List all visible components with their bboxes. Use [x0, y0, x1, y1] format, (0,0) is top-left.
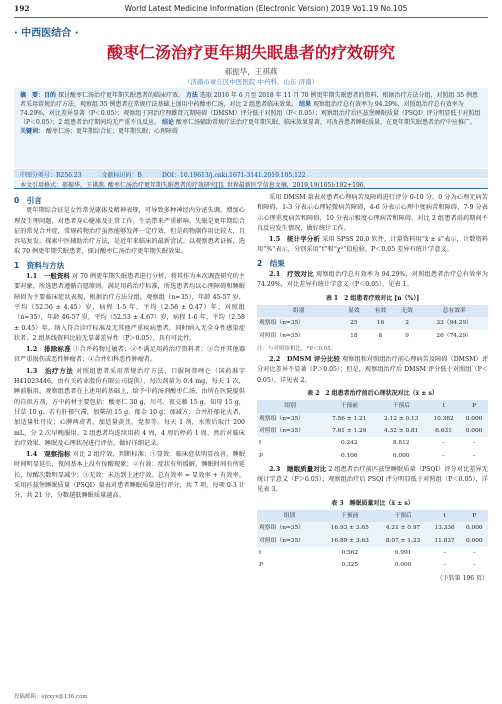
table-cell: 0.000: [460, 413, 488, 425]
para-exclusion: [14, 344, 245, 366]
table-cell: 26（74.29）: [436, 332, 472, 339]
table-cell: –: [443, 549, 446, 556]
para-treatment-text: 对照组患者采用常规治疗方法，口服阿普唑仑（国药准字 H41023446，由有关药业股份有限公司提供），每次剂量为 0.4 mg，每天 1 次，睡前服用。观察组患者在上述用药基础上，给予中药汤剂酸枣仁汤，由所在医院提供的自拟方剂，方中药材主要包括：酸枣仁 30 g，川芎、夜交藤 15 g，知母 15 g，甘草 10 g。若有肝郁气滞，加柴胡 15 g、郁金 10 g；加减方：合并肝郁化火者，加适量牡丹皮；心脾两虚者，加适量黄芪、党参等。每天 1 剂，水煎后取汁 200 mL，分 2 次早晚服用。2 组患者均连续用药 4 周，4 周后停药 1 周，然后对临床治疗效果、睡眠及心理状况进行评估，做好详细记录。: [14, 367, 246, 447]
heading-efficacy: 2.1 疗效对比: [269, 270, 314, 279]
para-efficacy-text: 观察组治疗总有效率为 94.29%，对照组患者治疗总有效率为 74.29%，对比差异有统计学意义（P＜0.05），见表 1。: [257, 271, 488, 289]
table-cell: 0.242: [340, 440, 358, 447]
t2-header: 组别: [257, 400, 323, 412]
table-cell: 10.362: [427, 413, 460, 425]
doi[interactable]: DOI：10.19613/j.cnki.1671-3141.2019.105.122: [161, 172, 306, 179]
t1-header: 无效: [394, 305, 421, 317]
abstract-result: 观察组治疗总有效率为 94.29%，对照组治疗总有效率为 74.29%，对比差异显著（P＜0.05）；观察组于同治疗理雌肾亢期障碍（DMSM）评分低于对照组（P＜0.05）；观察组治疗后匹兹堡睡眠质量（PSQI）评分明显低于对照组（P＜0.05）；2 组患者治疗期间均无严重不良反应。: [20, 101, 481, 126]
table-cell: t: [259, 549, 262, 556]
abstract-method: 选取 2016 年 6 月至 2018 年 11 月 70 例更年期失眠患者的资料，根据治疗方法分组，对照组 35 例患者采用常规治疗方法，观察组 35 例患者在常规疗法基础上加用中药酸枣仁汤，对比 2 组患者临床效果。: [20, 92, 478, 108]
table-cell: 9: [405, 332, 409, 339]
table-cell: P: [259, 452, 263, 459]
table-row: [257, 522, 488, 534]
table-cell: 25: [341, 317, 368, 329]
para-treatment: [14, 366, 245, 449]
heading-intro: 0 引言: [14, 196, 42, 205]
conclusion-label: 结论: [162, 119, 175, 126]
para-general-text: 对 70 例更年期失眠患者进行分析，将其作为本次调查研究的主要对象，所选患者遵循自愿原则。满足用药治疗标准，所选患者均以心理障碍和睡眠障碍为主要临床症状表现，根据治疗方法分组。观察组（n=35），年龄 45-57 岁，平均（52.56 ± 4.45）岁，病程 1-5 年，平均（2.56 ± 0.47）年；对照组（n=35），年龄 46-57 岁，平均（52.53 ± 4.67）岁，病程 1-6 年，平均（2.58 ± 0.45）年。纳入符合诊疗标准及无其他严重疾病患者，同时纳入无全身性感染症状者。2 组基线资料比较无显著差异性（P＞0.05），具有可比性。: [14, 273, 245, 342]
table-cell: 2: [394, 317, 421, 329]
left-column: [14, 193, 245, 502]
continued-note: （下转第 196 页）: [436, 574, 488, 582]
table-cell: –: [472, 440, 476, 447]
table-3: [257, 498, 488, 572]
table-row: [257, 535, 488, 547]
running-header: [14, 4, 488, 18]
authors: 郝振华，王祺燕: [224, 67, 278, 76]
t3-header: 组别: [257, 510, 322, 522]
table-cell: 2.12 ± 0.13: [375, 413, 427, 425]
table-2-caption: 表 2 2 组患者治疗前后心理状况对比（x̄ ± s）: [307, 390, 438, 398]
table-cell: 对照组（n=35）: [257, 535, 322, 547]
abstract-goal: 探讨酸枣仁汤治疗更年期失眠患者的临床疗效。: [57, 92, 184, 99]
journal-title: World Latest Medicine Information (Electronic Version) 2019 Vo1.19 No.105: [124, 4, 408, 13]
table-cell: –: [472, 562, 476, 569]
table-cell: 观察组（n=35）: [257, 413, 323, 425]
classification-bar: [14, 169, 488, 178]
heading-stats: 1.5 统计学分析: [269, 235, 321, 244]
t3-header: P: [461, 510, 488, 522]
page-number: 192: [14, 4, 30, 13]
t1-header: 组别: [257, 305, 341, 317]
table-cell: 33（94.29）: [420, 317, 488, 329]
t2-header: P: [460, 400, 488, 412]
table-row: [257, 413, 488, 425]
heading-treatment: 1.3 治疗方法: [26, 366, 74, 375]
table-cell: 0.000: [394, 562, 412, 569]
table-cell: 16.93 ± 3.65: [322, 522, 378, 534]
table-cell: 0.000: [461, 522, 488, 534]
table-row: [257, 437, 488, 449]
t1-header: 有效: [367, 305, 394, 317]
heading-exclusion: 1.2 排除标准: [26, 345, 71, 354]
footer-email: 投稿邮箱：sjzxyx@136.com: [14, 694, 88, 700]
para-general: [14, 271, 245, 344]
para-indicators: [14, 449, 245, 501]
table-row: [257, 450, 488, 462]
table-cell: 13.336: [428, 522, 460, 534]
keywords: 酸枣仁汤；更年期综合征；更年期失眠；心理障碍: [45, 128, 178, 135]
table-cell: 0.106: [340, 452, 358, 459]
t2-header: t: [427, 400, 460, 412]
table-3-caption: 表 3 睡眠质量对比（x̄ ± s）: [331, 499, 414, 507]
abstract-label: 摘 要：: [20, 92, 45, 99]
para-exclusion-text: ①合并药物过敏者；②不满足用药治疗资料者；③合并其他器官严重损伤或恶性肿瘤者；④合并妇科恶性肿瘤者。: [14, 346, 246, 364]
result-label: 结果: [299, 101, 312, 108]
table-cell: 0.000: [461, 535, 488, 547]
para-intro: 更年期综合征是女性常见躯体及精神表现，可导致多种神经内分泌失调，增加心理及生理问题，对患者身心健康及正常工作、生活带来严重影响。失眠是更年期综合征的常见合并症，常规药物治疗虽然能够发挥一定疗效，但是药物副作用比较大，且容易复发。探索中医辅助治疗方法，是近年来临床的最新尝试。以观察患者证候，选取 70 例更年期失眠患者，探讨酸枣仁汤治疗更年期失眠效果。: [14, 207, 245, 256]
abstract-conclusion: 酸枣仁汤辅助常规疗法治疗更年期失眠，临床效果显著，可改善患者睡眠质量，在更年期失眠患者治疗中应推广。: [175, 119, 476, 126]
para-sleep-text: 2 组患者治疗前匹兹堡睡眠质量（PSQI）评分对比差异无统计学意义（P＞0.05）；观察组治疗后 PSQI 评分明显低于对照组（P＜0.05），详见表 3。: [257, 465, 488, 494]
table-cell: 9.991: [394, 549, 412, 556]
table-1-note: 注：与对照组相比，*P＜0.05。: [257, 345, 337, 352]
table-cell: t: [259, 440, 262, 447]
table-2: [257, 388, 488, 462]
para-efficacy: [257, 269, 488, 291]
t3-header: 干预前: [322, 510, 378, 522]
t3-header: 干预后: [378, 510, 429, 522]
abstract-box: [14, 88, 488, 168]
table-cell: P: [259, 562, 263, 569]
article-title: 酸枣仁汤治疗更年期失眠患者的疗效研究: [106, 43, 395, 62]
t2-header: 干预后: [375, 400, 427, 412]
table-row: [257, 330, 488, 342]
table-cell: 16: [367, 317, 394, 329]
table-cell: 18: [350, 332, 358, 339]
section-tag: · 中西医结合 ·: [14, 28, 79, 39]
table-cell: –: [442, 440, 446, 447]
para-stats: [257, 234, 488, 256]
table-1: [257, 293, 488, 342]
para-sleep: [257, 464, 488, 496]
para-dmsm-method: 采用 DMSM 量表对患者心理病苦及障碍进行评分 0-10 分，0 分为心理无病苦和障碍，1-3 分表示心理轻微病苦障碍，4-6 分表示心理中度病苦和障碍，7-9 分表示心理重度病苦和障碍，10 分表示极度心理病苦和障碍。对比 2 组患者用药期间不良反应发生情况，做好统计工作。: [257, 194, 488, 232]
para-stats-text: 采用 SPSS 20.0 软件，计量资料用“x̄ ± s”表示，计数资料用“%”表示，分别采用“t”和“χ²”值检验，P＜0.05 差异有统计学意义。: [257, 236, 489, 254]
table-cell: 16.89 ± 3.63: [322, 535, 378, 547]
heading-sleep: 2.3 睡眠质量对比: [269, 464, 327, 473]
table-cell: 0.000: [392, 452, 410, 459]
table-cell: 7.61 ± 1.29: [323, 425, 375, 437]
table-cell: 对照组（n=35）: [259, 332, 304, 339]
table-cell: –: [442, 452, 446, 459]
heading-indicators: 1.4 观察指标: [26, 450, 71, 459]
table-cell: 6.631: [427, 425, 460, 437]
table-cell: 8: [378, 332, 383, 339]
table-cell: 7.56 ± 1.21: [323, 413, 375, 425]
table-cell: 观察组（n=35）: [257, 522, 322, 534]
t2-header: 干预前: [323, 400, 375, 412]
table-cell: 8.812: [392, 440, 410, 447]
t1-header: 显效: [341, 305, 368, 317]
table-cell: 对照组（n=35）: [257, 425, 323, 437]
para-dmsm: [257, 354, 488, 386]
table-row: [257, 425, 488, 437]
para-indicators-text: 对比 2 组疗效，判断标准：①显效：临床症状明显改善，睡眠时间明显延长，夜间基本上没有惊醒现象；②有效：症状有所缓解，睡眠时间有所延长，惊醒次数明显减少；③无效：未达到上述疗效。总有效率 = 显效率 + 有效率。采用匹兹堡睡眠质量（PSQI）量表对患者睡眠质量进行评分，共 7 项，每项 0-3 计分，共 21 分，分数越低睡眠质量越高。: [14, 451, 246, 500]
heading-results: 2 结果: [257, 258, 285, 268]
table-row: [257, 559, 488, 571]
table-cell: 0.562: [341, 549, 359, 556]
table-cell: 0.000: [460, 425, 488, 437]
table-row: [257, 317, 488, 329]
t3-header: t: [428, 510, 460, 522]
table-cell: 观察组（n=35）: [257, 317, 341, 329]
table-cell: 0.325: [341, 562, 359, 569]
affiliation: （济南市章丘区中医医院 中药科，山东 济南）: [183, 78, 319, 86]
table-cell: 8.07 ± 1.23: [378, 535, 429, 547]
keywords-label: 关键词：: [20, 128, 45, 135]
citation-bar: 本文引用格式：郝振华，王祺燕. 酸枣仁汤治疗更年期失眠患者的疗效研究[J]. 世界最新医学信息文摘，2019,19(105):192+196.: [14, 179, 488, 189]
method-label: 方法: [185, 92, 198, 99]
table-cell: 4.21 ± 0.97: [378, 522, 429, 534]
table-cell: –: [443, 562, 446, 569]
table-1-caption: 表 1 2 组患者疗效对比 [n（%）]: [325, 294, 420, 302]
table-cell: 11.827: [428, 535, 460, 547]
right-column: [257, 193, 488, 584]
clc-number: 中图分类号：R256.23: [20, 172, 82, 179]
table-cell: 4.32 ± 0.81: [375, 425, 427, 437]
table-cell: –: [472, 452, 476, 459]
table-row: [257, 547, 488, 559]
document-code: 文献标识码：B: [101, 172, 142, 179]
table-cell: –: [472, 549, 476, 556]
heading-dmsm: 2.2 DMSM 评分比较: [269, 355, 340, 364]
heading-methods: 1 资料与方法: [14, 260, 65, 270]
heading-general: 1.1 一般资料: [26, 272, 70, 281]
para-dmsm-text: 观察组和对照组治疗前心理病苦及障碍（DMSM）评分对比差异不显著（P＞0.05）；但是，观察组治疗后 DMSM 评分低于对照组（P＜0.05），详见表 2。: [257, 356, 489, 384]
goal-label: 目的: [44, 92, 57, 99]
t1-header: 总有效率: [420, 305, 488, 317]
